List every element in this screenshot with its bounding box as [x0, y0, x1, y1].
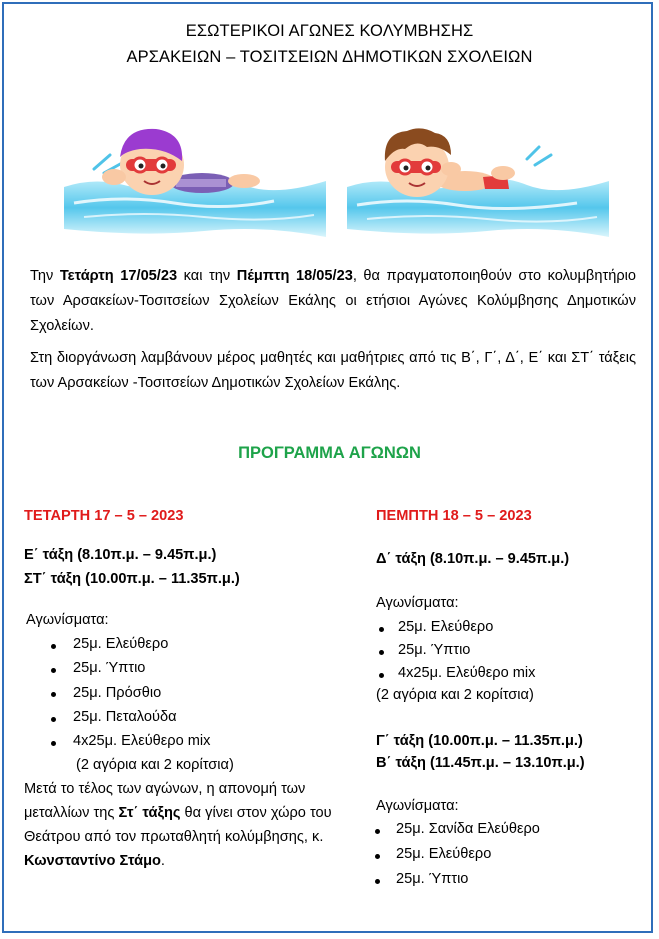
- bullet-icon: [375, 829, 380, 834]
- left-event-item: 25μ. Πεταλούδα: [73, 709, 177, 725]
- right-event-item: 25μ. Σανίδα Ελεύθερο: [396, 821, 540, 837]
- right-event-item: 25μ. Ελεύθερο: [396, 846, 492, 862]
- left-event-item: 25μ. Ελεύθερο: [73, 636, 169, 652]
- right-events-label-1: Αγωνίσματα:: [376, 595, 459, 611]
- right-event-item: 25μ. Ύπτιο: [396, 871, 469, 887]
- left-event-item: 25μ. Ύπτιο: [73, 660, 146, 676]
- bullet-icon: [379, 650, 384, 655]
- right-event-item: 4x25μ. Ελεύθερο mix: [398, 665, 536, 681]
- title-line-2: ΑΡΣΑΚΕΙΩΝ – ΤΟΣΙΤΣΕΙΩΝ ΔΗΜΟΤΙΚΩΝ ΣΧΟΛΕΙΩΝ: [126, 48, 533, 66]
- left-closing-paragraph: Μετά το τέλος των αγώνων, η απονομή των μεταλλίων της Στ΄ τάξης θα γίνει στον χώρο του Θεάτρου από τον πρωταθλητή κολύμβησης, κ. Κωνσταντίνο Στάμο.: [24, 781, 332, 869]
- bullet-icon: [375, 879, 380, 884]
- left-day-heading: ΤΕΤΑΡΤΗ 17 – 5 – 2023: [24, 508, 184, 524]
- left-class-st: ΣΤ΄ τάξη (10.00π.μ. – 11.35π.μ.): [24, 571, 240, 587]
- right-events-label-2: Αγωνίσματα:: [376, 798, 459, 814]
- right-events-note: (2 αγόρια και 2 κορίτσια): [376, 687, 534, 703]
- left-events-note: (2 αγόρια και 2 κορίτσια): [76, 757, 234, 773]
- right-class-d: Δ΄ τάξη (8.10π.μ. – 9.45π.μ.): [376, 551, 570, 567]
- right-event-item: 25μ. Ύπτιο: [398, 642, 471, 658]
- right-class-b: Β΄ τάξη (11.45π.μ. – 13.10π.μ.): [376, 755, 585, 771]
- bullet-icon: [379, 627, 384, 632]
- intro-paragraph-2: Στη διοργάνωση λαμβάνουν μέρος μαθητές και μαθήτριες από τις Β΄, Γ΄, Δ΄, Ε΄ και ΣΤ΄ τάξεις των Αρσακείων -Τοσιτσείων Δημοτικών Σχολείων Εκάλης.: [30, 350, 636, 391]
- bullet-icon: [379, 673, 384, 678]
- intro-paragraph-1: Την Τετάρτη 17/05/23 και την Πέμπτη 18/05/23, θα πραγματοποιηθούν στο κολυμβητήριο των Αρσακείων-Τοσιτσείων Σχολείων Εκάλης οι ετήσιοι Αγώνες Κολύμβησης Δημοτικών Σχολείων.: [30, 268, 636, 334]
- left-events-label: Αγωνίσματα:: [26, 612, 109, 628]
- right-class-g: Γ΄ τάξη (10.00π.μ. – 11.35π.μ.): [376, 733, 583, 749]
- right-day-heading: ΠΕΜΠΤΗ 18 – 5 – 2023: [376, 508, 532, 524]
- right-event-item: 25μ. Ελεύθερο: [398, 619, 494, 635]
- left-event-item: 4x25μ. Ελεύθερο mix: [73, 733, 211, 749]
- program-title: ΠΡΟΓΡΑΜΜΑ ΑΓΩΝΩΝ: [238, 444, 421, 462]
- left-event-item: 25μ. Πρόσθιο: [73, 685, 162, 701]
- title-line-1: ΕΣΩΤΕΡΙΚΟΙ ΑΓΩΝΕΣ ΚΟΛΥΜΒΗΣΗΣ: [185, 22, 474, 40]
- bullet-icon: [375, 854, 380, 859]
- left-class-e: Ε΄ τάξη (8.10π.μ. – 9.45π.μ.): [24, 547, 217, 563]
